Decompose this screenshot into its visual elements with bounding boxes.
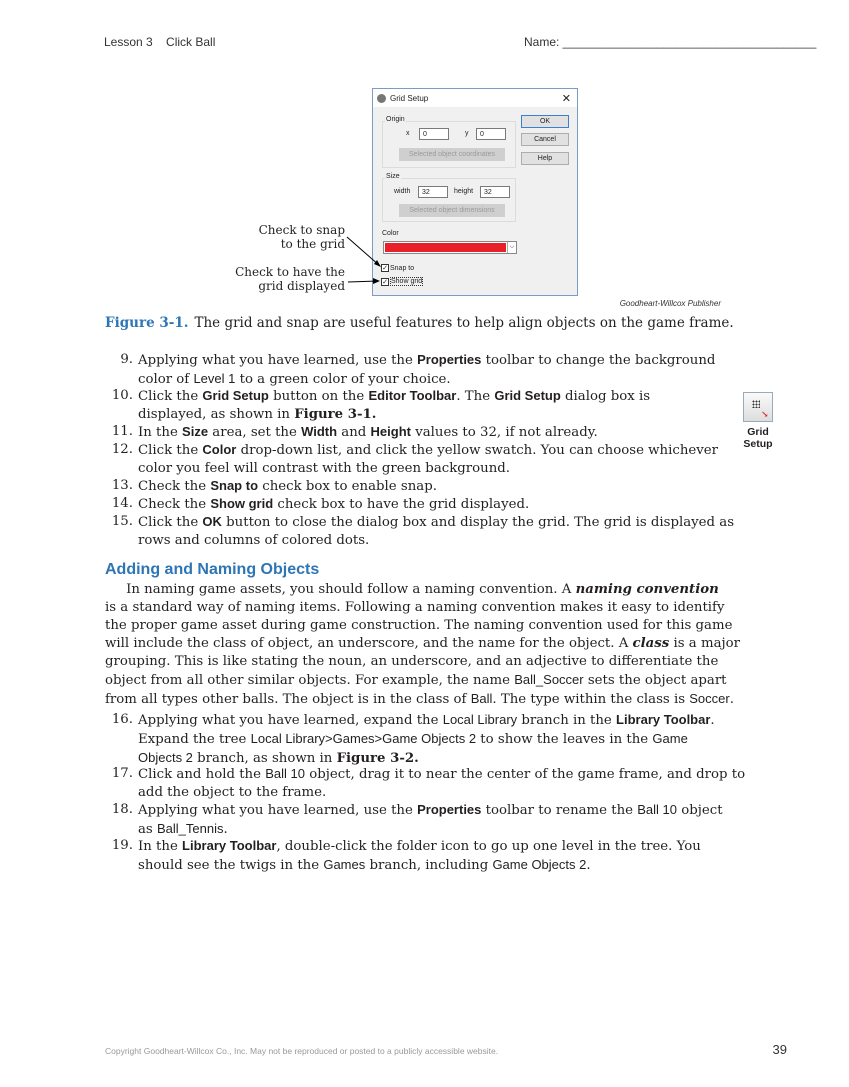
- step-number: 16.: [111, 712, 133, 727]
- checkbox-checked-icon: ✓: [382, 265, 388, 272]
- origin-label: Origin: [386, 116, 405, 123]
- text-run: add the object to the frame.: [138, 785, 327, 800]
- step-item: [105, 351, 715, 389]
- text-line: [138, 784, 745, 802]
- text-run: toolbar to change the background: [481, 353, 716, 368]
- name-field: Name: ______________________________________: [524, 35, 817, 49]
- text-run: is a standard way of naming items. Following a naming convention makes it easy to identify: [105, 600, 725, 615]
- text-run: Check the: [138, 497, 211, 512]
- text-run: is a major: [669, 636, 740, 651]
- text-run: sets the object apart: [583, 673, 727, 688]
- step-item: [105, 513, 734, 550]
- text-run: check box to have the grid displayed.: [273, 497, 530, 512]
- text-run: Width: [301, 424, 338, 439]
- text-run: Library Toolbar: [182, 838, 277, 853]
- text-run: dialog box is: [560, 389, 651, 404]
- image-credit: Goodheart-Willcox Publisher: [619, 299, 721, 308]
- grid-setup-sidebar: [735, 392, 781, 450]
- step-number: 18.: [111, 802, 133, 817]
- text-run: . The: [456, 389, 495, 404]
- text-run: rows and columns of colored dots.: [138, 533, 370, 548]
- text-line: [138, 351, 715, 370]
- selected-object-coordinates-button[interactable]: Selected object coordinates: [399, 148, 505, 161]
- text-run: from all types other balls. The object is in the class of: [105, 692, 471, 707]
- text-run: area, set the: [208, 425, 302, 440]
- chevron-down-icon[interactable]: ⌵: [507, 242, 516, 253]
- text-run: Ball 10: [637, 802, 678, 817]
- text-run: displayed, as shown in: [138, 407, 295, 422]
- height-input[interactable]: 32: [480, 186, 510, 198]
- grid-setup-label: Grid Setup: [743, 426, 773, 450]
- size-label: Size: [386, 173, 400, 180]
- selected-object-dimensions-button[interactable]: Selected object dimensions: [399, 204, 505, 217]
- grid-setup-icon: ↘: [743, 392, 773, 422]
- width-label: width: [394, 188, 411, 195]
- text-run: Local Library: [442, 712, 518, 727]
- section-heading: Adding and Naming Objects: [105, 561, 320, 578]
- text-run: Expand the tree: [138, 732, 251, 747]
- text-run: Figure 3-1.: [294, 407, 377, 422]
- text-run: OK: [202, 514, 222, 529]
- text-run: Ball 10: [265, 766, 305, 781]
- cancel-button[interactable]: Cancel: [521, 133, 569, 146]
- text-run: Grid Setup: [202, 388, 269, 403]
- text-line: [138, 441, 718, 460]
- text-run: Click the: [138, 389, 203, 404]
- text-run: grouping. This is like stating the noun, an underscore, and an adjective to differentiate the: [105, 654, 719, 669]
- text-run: values to 32, if not already.: [411, 425, 598, 440]
- ok-button[interactable]: OK: [521, 115, 569, 128]
- step-number: 17.: [111, 766, 133, 781]
- text-line: [105, 671, 740, 690]
- step-number: 12.: [111, 442, 133, 457]
- text-run: Grid Setup: [494, 388, 561, 403]
- text-run: .: [223, 822, 228, 837]
- text-run: In naming game assets, you should follow a naming convention. A: [105, 582, 576, 597]
- text-run: Figure 3-2.: [336, 751, 419, 766]
- text-run: class: [632, 636, 670, 651]
- copyright: Copyright Goodheart-Willcox Co., Inc. May not be reproduced or posted to a publicly accessible website.: [105, 1046, 499, 1056]
- text-run: Show grid: [210, 496, 274, 511]
- text-run: object, drag it to near the center of the game frame, and drop to: [304, 767, 746, 782]
- text-run: In the: [138, 839, 183, 854]
- lesson-label: Lesson 3 Click Ball: [104, 35, 216, 49]
- text-run: Ball_Soccer: [514, 672, 584, 687]
- text-line: [138, 730, 715, 749]
- text-run: will include the class of object, an underscore, and the name for the object. A: [105, 636, 633, 651]
- text-run: Library Toolbar: [616, 712, 711, 727]
- text-run: Color: [202, 442, 237, 457]
- text-line: [138, 856, 701, 875]
- text-run: Game: [652, 731, 688, 746]
- text-run: Game Objects 2: [492, 857, 587, 872]
- text-run: Ball: [470, 691, 493, 706]
- text-run: object: [677, 803, 723, 818]
- step-item: [105, 801, 723, 839]
- text-run: drop-down list, and click the yellow swatch. You can choose whichever: [236, 443, 718, 458]
- text-line: [138, 387, 650, 406]
- step-item: [105, 477, 437, 496]
- text-line: [105, 599, 740, 617]
- text-run: Click the: [138, 515, 203, 530]
- snap-to-label: Snap to: [390, 264, 415, 272]
- checkbox-checked-icon: ✓: [382, 278, 388, 286]
- text-line: [138, 837, 701, 856]
- text-line: [105, 581, 740, 599]
- step-item: [105, 387, 650, 424]
- text-run: branch in the: [517, 713, 617, 728]
- text-line: [138, 801, 723, 820]
- text-run: color you feel will contrast with the green background.: [138, 461, 510, 476]
- text-line: [138, 711, 715, 730]
- text-line: [138, 532, 734, 550]
- text-run: Applying what you have learned, expand the: [138, 713, 443, 728]
- step-number: 13.: [111, 478, 133, 493]
- text-run: Soccer: [689, 691, 730, 706]
- text-line: [138, 513, 734, 532]
- text-run: .: [586, 858, 591, 873]
- text-run: Objects 2: [138, 750, 193, 765]
- text-run: to a green color of your choice.: [235, 372, 451, 387]
- text-run: check box to enable snap.: [258, 479, 437, 494]
- text-run: Applying what you have learned, use the: [138, 353, 418, 368]
- text-run: color of: [138, 372, 194, 387]
- text-run: Properties: [417, 802, 482, 817]
- close-icon[interactable]: ✕: [561, 93, 571, 105]
- step-number: 15.: [111, 514, 133, 529]
- show-grid-label: Show grid: [391, 278, 423, 285]
- step-number: 14.: [111, 496, 133, 511]
- text-run: Click and hold the: [138, 767, 266, 782]
- text-run: Ball_Tennis: [156, 821, 224, 836]
- text-run: Height: [370, 424, 411, 439]
- y-input[interactable]: 0: [476, 128, 506, 140]
- text-run: branch, as shown in: [192, 751, 337, 766]
- text-run: object from all other similar objects. For example, the name: [105, 673, 515, 688]
- text-run: Applying what you have learned, use the: [138, 803, 418, 818]
- text-run: , double-click the folder icon to go up one level in the tree. You: [276, 839, 701, 854]
- text-line: [138, 765, 745, 784]
- step-item: [105, 495, 529, 514]
- callout-snap: Check to snap to the grid: [258, 223, 345, 251]
- text-run: toolbar to rename the: [481, 803, 638, 818]
- step-item: [105, 765, 745, 802]
- step-item: [105, 423, 598, 442]
- callout-grid: Check to have the grid displayed: [235, 265, 345, 293]
- y-label: y: [465, 130, 469, 137]
- text-run: button on the: [268, 389, 369, 404]
- text-line: [138, 406, 650, 424]
- text-run: Level 1: [193, 371, 236, 386]
- text-run: to show the leaves in the: [476, 732, 653, 747]
- x-input[interactable]: 0: [419, 128, 449, 140]
- text-run: Local Library>Games>Game Objects 2: [250, 731, 477, 746]
- text-run: the proper game asset during game construction. The naming convention used for this game: [105, 618, 733, 633]
- figure-caption: Figure 3-1. The grid and snap are useful features to help align objects on the game frame.: [105, 315, 734, 331]
- text-run: Editor Toolbar: [368, 388, 457, 403]
- body-paragraph: [105, 581, 740, 709]
- step-item: [105, 837, 701, 875]
- callout-arrows: [0, 0, 849, 400]
- text-run: branch, including: [365, 858, 493, 873]
- text-run: and: [337, 425, 371, 440]
- step-number: 19.: [111, 838, 133, 853]
- text-run: Check the: [138, 479, 211, 494]
- step-item: [105, 711, 715, 768]
- text-run: Click the: [138, 443, 203, 458]
- text-run: button to close the dialog box and display the grid. The grid is displayed as: [221, 515, 735, 530]
- text-run: .: [710, 713, 715, 728]
- text-run: Snap to: [210, 478, 259, 493]
- step-number: 10.: [111, 388, 133, 403]
- color-label: Color: [382, 230, 399, 237]
- text-line: [105, 690, 740, 709]
- text-line: [105, 635, 740, 653]
- text-line: [105, 653, 740, 671]
- text-line: [138, 423, 598, 442]
- x-label: x: [406, 130, 410, 137]
- text-line: [138, 460, 718, 478]
- text-run: naming convention: [575, 582, 719, 597]
- text-run: In the: [138, 425, 183, 440]
- step-number: 11.: [111, 424, 133, 439]
- text-run: should see the twigs in the: [138, 858, 324, 873]
- text-line: [138, 477, 437, 496]
- text-run: Size: [182, 424, 209, 439]
- width-input[interactable]: 32: [418, 186, 448, 198]
- step-item: [105, 441, 718, 478]
- height-label: height: [454, 188, 474, 195]
- text-run: as: [138, 822, 157, 837]
- text-line: [105, 617, 740, 635]
- page-number: 39: [772, 1042, 787, 1057]
- text-line: [138, 495, 529, 514]
- help-button[interactable]: Help: [521, 152, 569, 165]
- text-run: Games: [323, 857, 366, 872]
- text-run: Properties: [417, 352, 482, 367]
- dialog-title: Grid Setup: [390, 93, 429, 103]
- text-run: .: [729, 692, 734, 707]
- text-run: . The type within the class is: [492, 692, 690, 707]
- step-number: 9.: [120, 352, 133, 367]
